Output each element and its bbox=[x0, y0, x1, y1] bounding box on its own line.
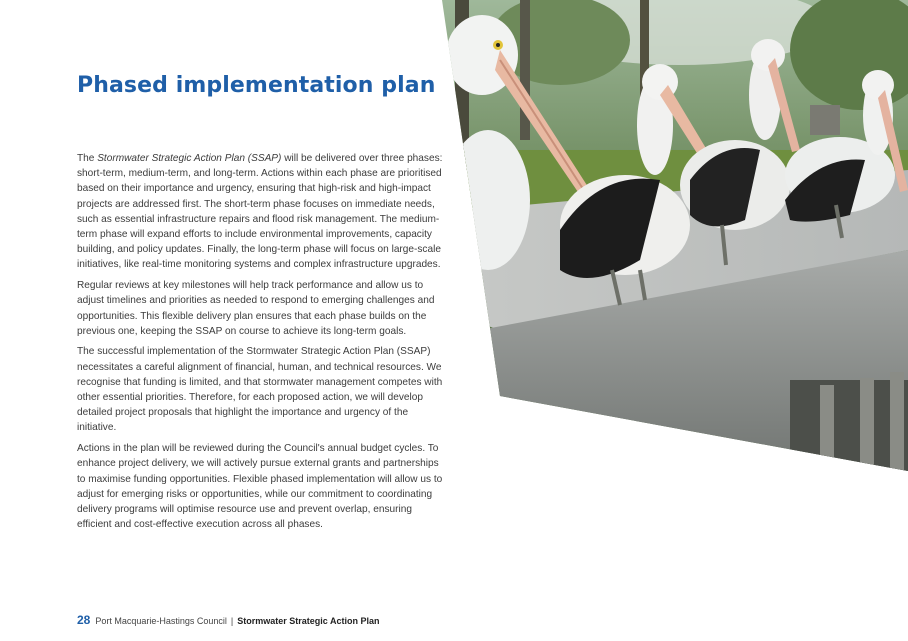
body-text bbox=[77, 151, 444, 538]
paragraph-budget: Actions in the plan will be reviewed during the Council's annual budget cycles. To enhance project delivery, we will actively pursue external grants and partnerships to maximise funding opportunities. Flexible phased implementation will allow us to adjust for emerging risks or opportunities, while our commitment to coordinating delivery programs will optimise resource use and prevent overlap, ensuring efficient and cost-effective execution across all phases. bbox=[77, 443, 443, 531]
paragraph-prefix: The bbox=[77, 153, 98, 164]
paragraph-intro bbox=[77, 151, 444, 273]
paragraph-resources: The successful implementation of the Stormwater Strategic Action Plan (SSAP) necessitates a careful alignment of financial, human, and technical resources. We recognise that funding is limited, and that stormwater management competes with other essential priorities. Therefore, for each proposed action, we will develop detailed project proposals that highlight the importance and urgency of the initiative. bbox=[77, 346, 443, 434]
paragraph-reviews: Regular reviews at key milestones will help track performance and allow us to adjust timelines and priorities as needed to respond to emerging challenges and opportunities. This flexible delivery plan ensures that each phase builds on the previous one, keeping the SSAP on course to achieve its long-term goals. bbox=[77, 280, 435, 337]
page-title: Phased implementation plan bbox=[77, 73, 436, 98]
footer-separator: | bbox=[230, 616, 234, 626]
page-footer bbox=[77, 613, 379, 627]
plan-name-emphasis: Stormwater Strategic Action Plan (SSAP) bbox=[97, 153, 282, 164]
paragraph-text: will be delivered over three phases: short-term, medium-term, and long-term. Actions within each phase are prioritised based on their importance and urgency, ensuring that high-risk and high-impact projects are addressed first. The short-term phase focuses on immediate needs, such as essential infrastructure repairs and flood risk management. The medium-term phase will expand efforts to include environmental improvements, capacity building, and policy updates. Finally, the long-term phase will focus on large-scale initiatives, like real-time monitoring systems and complex infrastructure upgrades. bbox=[77, 153, 443, 271]
footer-document-title: Stormwater Strategic Action Plan bbox=[237, 616, 380, 626]
footer-organisation: Port Macquarie-Hastings Council bbox=[95, 616, 227, 626]
page-number: 28 bbox=[77, 613, 91, 627]
